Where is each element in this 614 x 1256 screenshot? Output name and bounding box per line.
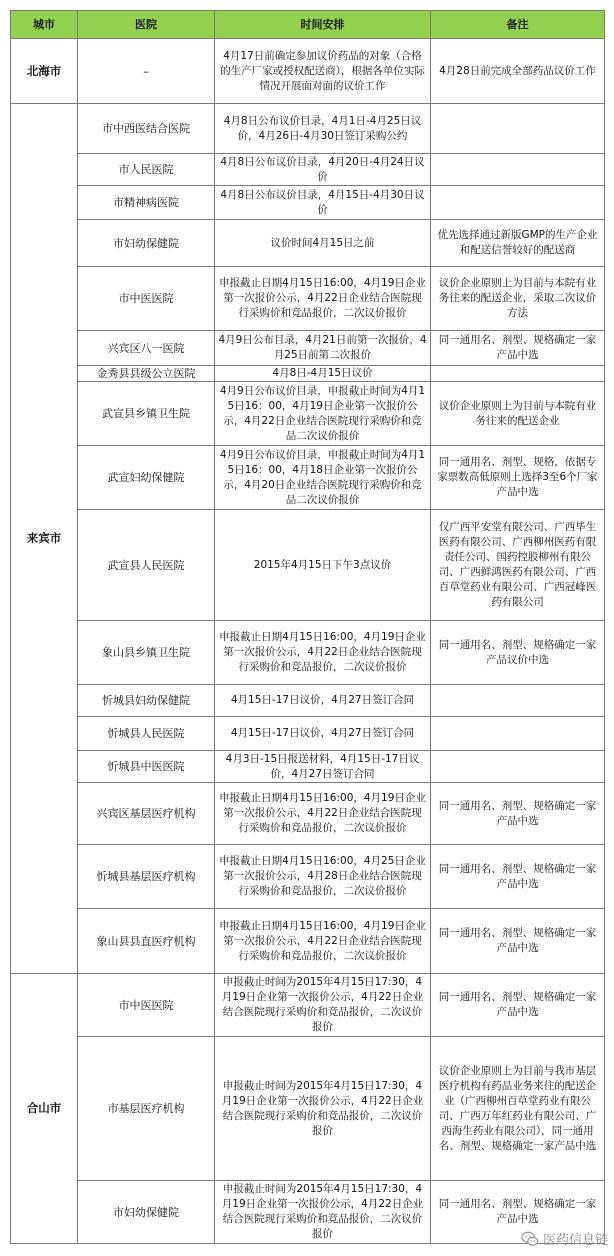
note-cell <box>431 366 605 382</box>
hospital-cell: 兴宾区八一医院 <box>78 331 215 366</box>
schedule-cell: 申报截止日期4月15日16:00，4月19日企业第一次报价公示，4月22日企业结合医院现行采购价和竞品报价，二次议价报价 <box>215 267 431 331</box>
table-row <box>11 446 605 510</box>
hospital-cell: 市妇幼保健院 <box>78 220 215 267</box>
schedule-cell: 4月9日公布目录，4月21日前第一次报价，4月25日前第二次报价 <box>215 331 431 366</box>
hospital-cell: 市精神病医院 <box>78 186 215 220</box>
table-row <box>11 621 605 685</box>
note-cell: 4月28日前完成全部药品议价工作 <box>431 39 605 104</box>
table-row <box>11 974 605 1037</box>
table-row <box>11 1037 605 1181</box>
note-cell <box>431 751 605 783</box>
table-row <box>11 510 605 621</box>
schedule-cell: 申报截止时间为2015年4月15日17:30，4月19日企业第一次报价公示，4月22日企业结合医院现行采购价和竞品报价，二次议价报价 <box>215 1037 431 1181</box>
table-row <box>11 845 605 909</box>
table-row <box>11 909 605 974</box>
header-hospital: 医院 <box>78 11 215 39</box>
schedule-cell: 4月9日公布议价目录，申报截止时间为4月15日16：00，4月19日企业第一次报价公示，4月22日企业结合医院现行采购价和竞品二次议价报价 <box>215 382 431 446</box>
note-cell: 同一通用名、剂型、规格确定一家产品中选 <box>431 331 605 366</box>
schedule-cell: 4月8日公布议价目录，4月1日-4月25日议价，4月26日-4月30日签订采购公约 <box>215 104 431 154</box>
table-row <box>11 751 605 783</box>
schedule-cell: 2015年4月15日下午3点议价 <box>215 510 431 621</box>
watermark-text: 医药信息链 <box>542 1233 608 1248</box>
note-cell <box>431 154 605 186</box>
hospital-cell: 象山县县直医疗机构 <box>78 909 215 974</box>
note-cell: 议价企业原则上为目前与本院有业务往来的配送企业，采取二次议价方法 <box>431 267 605 331</box>
schedule-cell: 4月15日-17日议价，4月27日签订合同 <box>215 717 431 751</box>
city-cell: 来宾市 <box>11 104 78 974</box>
hospital-cell: 市妇幼保健院 <box>78 1181 215 1244</box>
hospital-cell: 武宣县人民医院 <box>78 510 215 621</box>
schedule-table <box>10 10 605 1244</box>
note-cell: 同一通用名、剂型、规格确定一家产品中选 <box>431 974 605 1037</box>
hospital-cell: 忻城县妇幼保健院 <box>78 685 215 717</box>
city-cell: 北海市 <box>11 39 78 104</box>
note-cell: 优先选择通过新版GMP的生产企业和配送信誉较好的配送商 <box>431 220 605 267</box>
header-city: 城市 <box>11 11 78 39</box>
hospital-cell: 市基层医疗机构 <box>78 1037 215 1181</box>
table-body <box>11 39 605 1244</box>
schedule-cell: 4月17日前确定参加议价药品的对象（合格的生产厂家或授权配送商），根据各单位实际情况开展面对面的议价工作 <box>215 39 431 104</box>
schedule-cell: 议价时间4月15日之前 <box>215 220 431 267</box>
schedule-cell: 申报截止日期4月15日16:00，4月19日企业第一次报价公示，4月22日企业结合医院现行采购价和竞品报价，二次议价报价 <box>215 783 431 845</box>
hospital-cell: 市中西医结合医院 <box>78 104 215 154</box>
note-cell: 同一通用名、剂型、规格确定一家产品中选 <box>431 909 605 974</box>
wechat-icon <box>521 1230 539 1248</box>
schedule-cell: 申报截止日期4月15日16:00，4月19日企业第一次报价公示，4月22日企业结合医院现行采购价和竞品报价，二次议价报价 <box>215 621 431 685</box>
table-row <box>11 783 605 845</box>
table-row <box>11 154 605 186</box>
table-row <box>11 382 605 446</box>
hospital-cell: – <box>78 39 215 104</box>
table-row <box>11 717 605 751</box>
table-row <box>11 685 605 717</box>
note-cell: 同一通用名、剂型、规格确定一家产品中选 <box>431 1181 605 1244</box>
hospital-cell: 武宣县乡镇卫生院 <box>78 382 215 446</box>
city-cell: 合山市 <box>11 974 78 1244</box>
table-row <box>11 267 605 331</box>
schedule-cell: 申报截止时间为2015年4月15日17:30，4月19日企业第一次报价公示，4月22日企业结合医院现行采购价和竞品报价，二次议价报价 <box>215 1181 431 1244</box>
note-cell: 议价企业原则上为目前与我市基层医疗机构有药品业务来往的配送企业（广西柳州百草堂药业有限公司、广西万年红药业有限公司、广西海生药业有限公司），同一通用名、剂型、规格确定一家产品中选 <box>431 1037 605 1181</box>
table-row <box>11 366 605 382</box>
table-row <box>11 331 605 366</box>
hospital-cell: 市中医医院 <box>78 974 215 1037</box>
hospital-cell: 市人民医院 <box>78 154 215 186</box>
hospital-cell: 忻城县中医医院 <box>78 751 215 783</box>
schedule-cell: 4月9日公布议价目录，申报截止时间为4月15日16：00，4月18日企业第一次报价公示，4月20日企业结合医院现行采购价和竞品二次议价报价 <box>215 446 431 510</box>
note-cell: 同一通用名、剂型、规格确定一家产品中选 <box>431 845 605 909</box>
watermark <box>521 1229 608 1248</box>
header-schedule: 时间安排 <box>215 11 431 39</box>
hospital-cell: 兴宾区基层医疗机构 <box>78 783 215 845</box>
table-row <box>11 104 605 154</box>
hospital-cell: 武宣妇幼保健院 <box>78 446 215 510</box>
schedule-cell: 4月8日-4月15日议价 <box>215 366 431 382</box>
table-row <box>11 1181 605 1244</box>
note-cell: 仅广西平安堂有限公司、广西毕生医药有限公司、广西柳州医药有限责任公司、国药控股柳州有限公司、广西鲜鸿医药有限公司、广西百草堂药业有限公司、广西冠峰医药有限公司 <box>431 510 605 621</box>
schedule-cell: 4月8日公布议价目录，4月20日-4月24日议价 <box>215 154 431 186</box>
table-row <box>11 186 605 220</box>
schedule-cell: 申报截止日期4月15日16:00，4月19日企业第一次报价公示，4月22日企业结合医院现行采购价和竞品报价，二次议价报价 <box>215 909 431 974</box>
note-cell: 同一通用名、剂型、规格确定一家产品议价中选 <box>431 621 605 685</box>
header-row <box>11 11 605 39</box>
note-cell <box>431 717 605 751</box>
note-cell <box>431 685 605 717</box>
schedule-cell: 申报截止日期4月15日16:00，4月25日企业第一次报价公示，4月28日企业结合医院现行采购价和竞品报价，二次议价报价 <box>215 845 431 909</box>
hospital-cell: 象山县乡镇卫生院 <box>78 621 215 685</box>
hospital-cell: 忻城县人民医院 <box>78 717 215 751</box>
note-cell: 议价企业原则上为目前与本院有业务往来的配送企业 <box>431 382 605 446</box>
table-row <box>11 39 605 104</box>
note-cell <box>431 186 605 220</box>
schedule-cell: 申报截止时间为2015年4月15日17:30，4月19日企业第一次报价公示，4月22日企业结合医院现行采购价和竞品报价，二次议价报价 <box>215 974 431 1037</box>
hospital-cell: 忻城县基层医疗机构 <box>78 845 215 909</box>
hospital-cell: 金秀县县级公立医院 <box>78 366 215 382</box>
note-cell <box>431 104 605 154</box>
schedule-cell: 4月3日-15日报送材料，4月15日-17日议价，4月27日签订合同 <box>215 751 431 783</box>
schedule-cell: 4月8日公布议价目录，4月15日-4月30日议价 <box>215 186 431 220</box>
table-row <box>11 220 605 267</box>
header-note: 备注 <box>431 11 605 39</box>
schedule-cell: 4月15日-17日议价，4月27日签订合同 <box>215 685 431 717</box>
note-cell: 同一通用名、剂型、规格确定一家产品中选 <box>431 783 605 845</box>
hospital-cell: 市中医医院 <box>78 267 215 331</box>
note-cell: 同一通用名、剂型、规格，依据专家票数高低原则上选择3至6个厂家产品中选 <box>431 446 605 510</box>
